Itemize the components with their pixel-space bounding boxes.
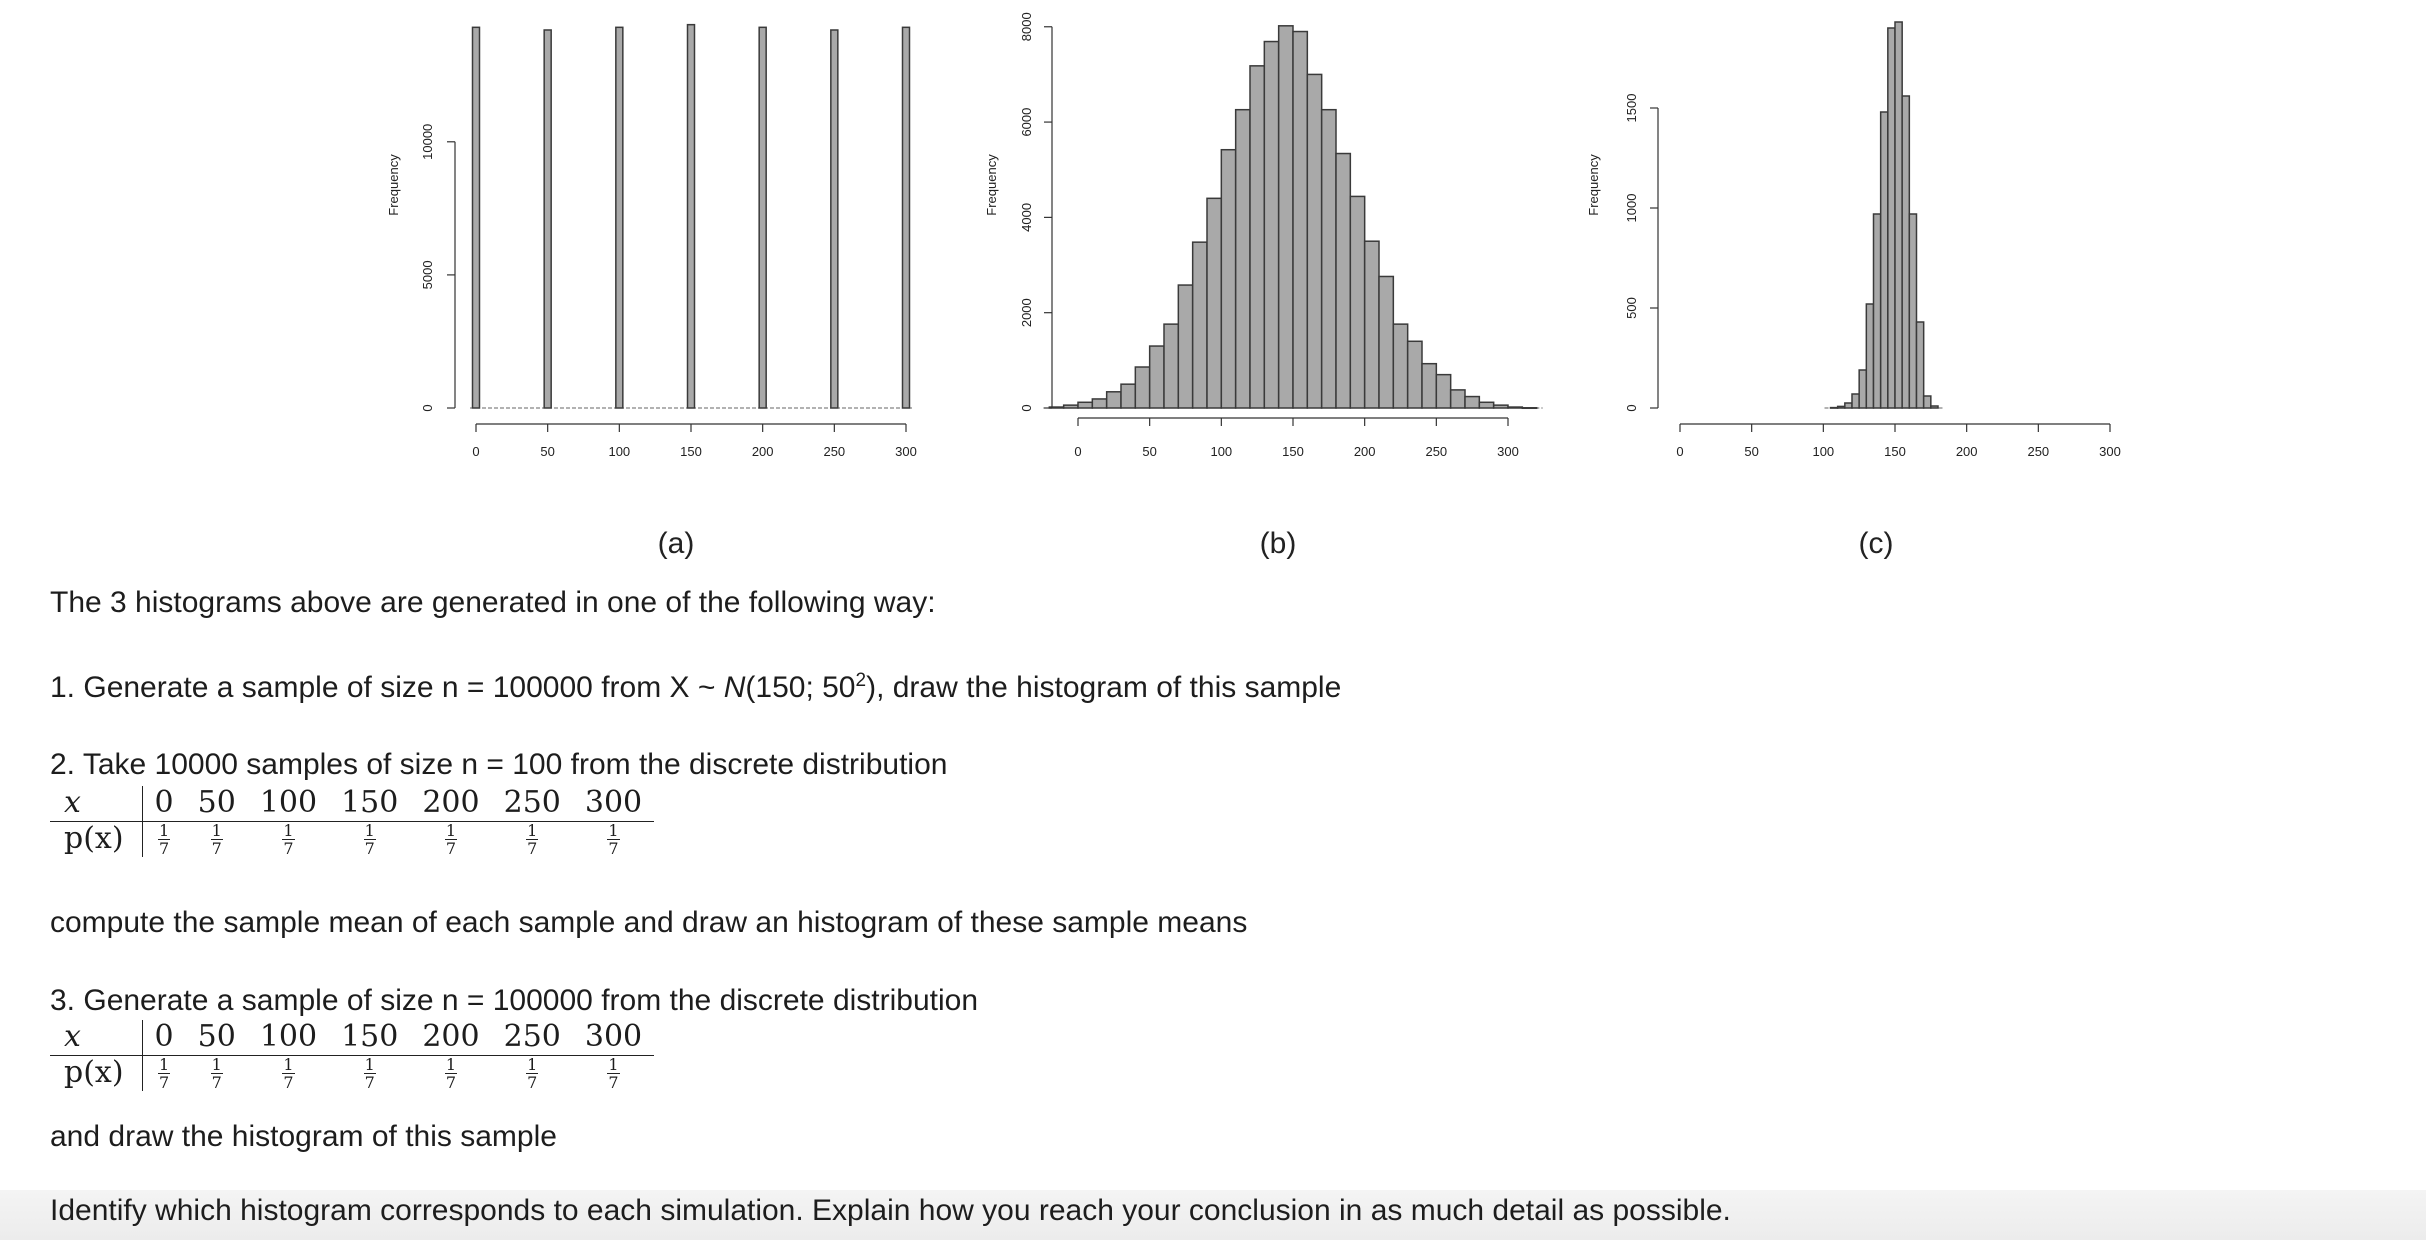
histogram-bar: [1293, 32, 1307, 408]
p-value: [142, 821, 186, 857]
normal-dist-symbol: N: [723, 671, 746, 704]
histogram-bar: [1931, 406, 1938, 408]
y-axis-title: Frequency: [1586, 154, 1601, 216]
histogram-bar: [1422, 364, 1436, 408]
x-value: 250: [492, 786, 573, 821]
x-tick-label: 100: [1812, 444, 1835, 459]
x-header: x: [50, 786, 142, 821]
histogram-bar: [1917, 322, 1924, 408]
x-tick-label: 100: [1210, 444, 1233, 459]
histogram-bar: [1522, 408, 1536, 409]
y-tick-label: 0: [1019, 404, 1034, 412]
histogram-bar: [1107, 392, 1121, 408]
fraction-numerator: 1: [364, 1054, 375, 1074]
histogram-bar: [1264, 42, 1278, 408]
histogram-bar: [1838, 406, 1845, 408]
y-tick-label: 1000: [1624, 193, 1639, 223]
histogram-bar: [1881, 112, 1888, 408]
item-1-prefix: 1. Generate a sample of size n = 100000 from X ~: [50, 671, 724, 704]
histogram-bar: [1092, 399, 1106, 408]
item-3-text: 3. Generate a sample of size n = 100000 from the discrete distribution: [50, 984, 979, 1017]
x-tick-label: 200: [1353, 444, 1376, 459]
x-value: 200: [410, 786, 491, 821]
fraction-numerator: 1: [283, 820, 294, 840]
histogram-bar: [903, 27, 910, 408]
histogram-bar: [1831, 408, 1838, 409]
x-tick-label: 50: [1744, 444, 1759, 459]
x-tick-label: 100: [608, 444, 631, 459]
y-tick-label: 8000: [1019, 12, 1034, 42]
x-tick-label: 200: [1955, 444, 1978, 459]
histogram-bar: [1845, 403, 1852, 408]
histogram-bar: [1902, 96, 1909, 408]
histogram-bar: [1121, 384, 1135, 408]
x-tick-label: 0: [472, 444, 480, 459]
histogram-bar: [1465, 397, 1479, 408]
histogram-bar: [1250, 66, 1264, 408]
fraction-denominator: 7: [608, 838, 619, 858]
x-value: 300: [573, 786, 654, 821]
histogram-bar: [1150, 346, 1164, 408]
histogram-bar: [1436, 375, 1450, 408]
fraction-denominator: 7: [527, 838, 538, 858]
fraction-numerator: 1: [283, 1054, 294, 1074]
p-value: [329, 821, 410, 857]
fraction-denominator: 7: [283, 838, 294, 858]
histogram-bar: [1336, 154, 1350, 408]
histogram-c: [1586, 22, 2121, 459]
fraction-denominator: 7: [211, 1072, 222, 1092]
y-tick-label: 0: [420, 404, 435, 412]
p-header: p(x): [50, 1055, 142, 1091]
panel-label: (a): [657, 527, 695, 560]
x-tick-label: 300: [1497, 444, 1519, 459]
histogram-bar: [1178, 285, 1192, 408]
x-value: 300: [573, 1020, 654, 1055]
question-text: Identify which histogram corresponds to each simulation. Explain how you reach your conclusion in as much detail as possible.: [50, 1194, 1731, 1227]
x-tick-label: 0: [1676, 444, 1684, 459]
histogram-bar: [1494, 405, 1508, 408]
histogram-bar: [1479, 402, 1493, 408]
fraction-denominator: 7: [158, 1072, 170, 1092]
p-value: [492, 821, 573, 857]
p-value: [248, 821, 329, 857]
histogram-b: [984, 12, 1543, 459]
histogram-bar: [1307, 74, 1321, 408]
x-tick-label: 150: [1884, 444, 1906, 459]
fraction-denominator: 7: [445, 838, 457, 858]
distribution-table-1: [50, 786, 654, 857]
x-value: 100: [248, 1020, 329, 1055]
x-tick-label: 200: [751, 444, 774, 459]
fraction-numerator: 1: [364, 820, 375, 840]
histogram-figures: [0, 0, 2426, 560]
histogram-bar: [1866, 304, 1873, 408]
p-value: [410, 1055, 491, 1091]
fraction-denominator: 7: [608, 1072, 619, 1092]
fraction-denominator: 7: [283, 1072, 294, 1092]
histogram-bar: [1379, 276, 1393, 408]
fraction-denominator: 7: [158, 838, 170, 858]
x-tick-label: 50: [540, 444, 555, 459]
p-row: [50, 1055, 654, 1091]
histogram-bar: [1909, 214, 1916, 408]
x-value: 250: [492, 1020, 573, 1055]
p-value: [492, 1055, 573, 1091]
y-tick-label: 6000: [1019, 107, 1034, 137]
histogram-bar: [1393, 324, 1407, 408]
histogram-bar: [1078, 402, 1092, 408]
panel-label: (c): [1858, 527, 1894, 560]
p-value: [186, 821, 248, 857]
x-value: 200: [410, 1020, 491, 1055]
histogram-bar: [544, 30, 551, 408]
item-1-suffix: ), draw the histogram of this sample: [866, 671, 1342, 704]
x-value: 50: [186, 1020, 248, 1055]
histogram-bar: [1408, 341, 1422, 408]
x-value: 150: [329, 786, 410, 821]
fraction-numerator: 1: [158, 820, 170, 840]
fraction-denominator: 7: [364, 1072, 375, 1092]
histogram-bar: [1365, 241, 1379, 408]
histogram-bar: [1874, 214, 1881, 408]
distribution-table-2: [50, 1020, 654, 1091]
histogram-bar: [1852, 394, 1859, 408]
histogram-bar: [688, 25, 695, 408]
p-value: [248, 1055, 329, 1091]
fraction-numerator: 1: [527, 820, 538, 840]
item-1-exponent: 2: [855, 670, 867, 691]
x-tick-label: 250: [1425, 444, 1448, 459]
histogram-bar: [1207, 198, 1221, 408]
x-header: x: [50, 1020, 142, 1055]
y-tick-label: 0: [1624, 404, 1639, 412]
x-value: 100: [248, 786, 329, 821]
p-value: [573, 821, 654, 857]
x-tick-label: 150: [1282, 444, 1304, 459]
item-1-args: (150; 50: [745, 671, 856, 704]
fraction-numerator: 1: [527, 1054, 538, 1074]
y-tick-label: 500: [1624, 297, 1639, 319]
histogram-bar: [1924, 396, 1931, 408]
fraction-numerator: 1: [158, 1054, 170, 1074]
x-tick-label: 250: [2027, 444, 2050, 459]
x-value: 0: [142, 1020, 186, 1055]
fraction-numerator: 1: [211, 820, 222, 840]
histogram-bar: [1135, 367, 1149, 408]
histogram-bar: [1236, 110, 1250, 408]
histogram-bar: [1193, 242, 1207, 408]
p-header: p(x): [50, 821, 142, 857]
p-value: [142, 1055, 186, 1091]
x-tick-label: 300: [895, 444, 917, 459]
x-tick-label: 0: [1074, 444, 1082, 459]
histogram-bar: [1322, 110, 1336, 408]
histogram-bar: [473, 27, 480, 408]
histogram-bar: [1221, 150, 1235, 408]
x-row: [50, 786, 654, 821]
fraction-numerator: 1: [445, 1054, 457, 1074]
fraction-numerator: 1: [608, 1054, 619, 1074]
histogram-bar: [1164, 324, 1178, 408]
x-value: 0: [142, 786, 186, 821]
y-tick-label: 2000: [1019, 298, 1034, 328]
panel-label: (b): [1259, 527, 1297, 560]
histogram-bar: [1888, 28, 1895, 408]
x-row: [50, 1020, 654, 1055]
question-band: [0, 1190, 2426, 1240]
x-value: 150: [329, 1020, 410, 1055]
p-value: [573, 1055, 654, 1091]
item-2-text: 2. Take 10000 samples of size n = 100 from the discrete distribution: [50, 748, 948, 781]
item-1-text: [50, 670, 1341, 705]
x-tick-label: 300: [2099, 444, 2121, 459]
y-tick-label: 10000: [420, 123, 435, 160]
y-tick-label: 4000: [1019, 202, 1034, 232]
histogram-bar: [616, 27, 623, 408]
p-row: [50, 821, 654, 857]
histogram-bar: [1508, 407, 1522, 408]
x-tick-label: 150: [680, 444, 702, 459]
x-tick-label: 50: [1142, 444, 1157, 459]
fraction-denominator: 7: [445, 1072, 457, 1092]
histogram-bar: [1064, 405, 1078, 408]
fraction-numerator: 1: [608, 820, 619, 840]
fraction-numerator: 1: [211, 1054, 222, 1074]
p-value: [186, 1055, 248, 1091]
x-value: 50: [186, 786, 248, 821]
histogram-bar: [831, 30, 838, 408]
intro-text: The 3 histograms above are generated in one of the following way:: [50, 586, 936, 619]
p-value: [329, 1055, 410, 1091]
item-2-followup-text: compute the sample mean of each sample and draw an histogram of these sample means: [50, 906, 1248, 939]
fraction-denominator: 7: [527, 1072, 538, 1092]
y-axis-title: Frequency: [386, 154, 401, 216]
histogram-bar: [1859, 370, 1866, 408]
y-axis-title: Frequency: [984, 154, 999, 216]
x-tick-label: 250: [823, 444, 846, 459]
histogram-bar: [1895, 22, 1902, 408]
y-tick-label: 1500: [1624, 93, 1639, 123]
fraction-numerator: 1: [445, 820, 457, 840]
histogram-bar: [1451, 390, 1465, 408]
histogram-a: [386, 25, 917, 459]
p-value: [410, 821, 491, 857]
y-tick-label: 5000: [420, 260, 435, 290]
histogram-bar: [759, 27, 766, 408]
histogram-bar: [1350, 196, 1364, 408]
fraction-denominator: 7: [364, 838, 375, 858]
histogram-bar: [1279, 26, 1293, 408]
item-3-followup-text: and draw the histogram of this sample: [50, 1120, 557, 1153]
fraction-denominator: 7: [211, 838, 222, 858]
